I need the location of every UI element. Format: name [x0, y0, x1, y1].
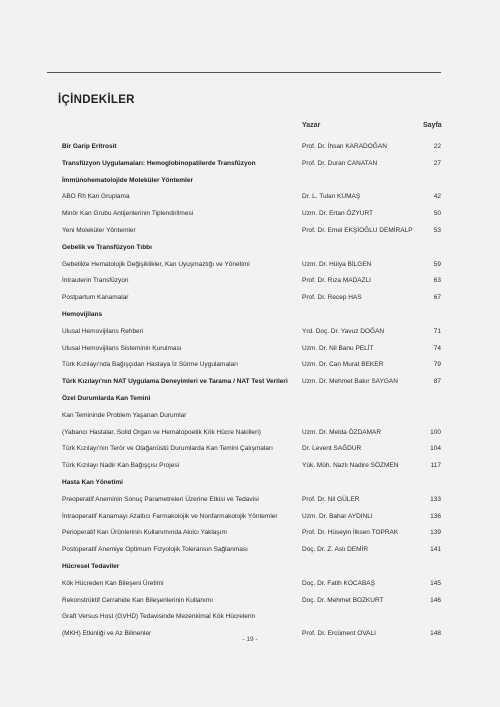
- toc-entry: [0, 527, 500, 539]
- toc-entry-title: Ulusal Hemovijilans Rehberi: [62, 328, 144, 335]
- toc-entry: [0, 410, 500, 422]
- toc-section-heading: [0, 477, 500, 489]
- toc-entry: [0, 158, 500, 170]
- toc-entry-page: 59: [433, 261, 441, 268]
- toc-entry-page: 104: [430, 445, 441, 452]
- toc-entry: [0, 326, 500, 338]
- toc-entry-page: 67: [433, 294, 441, 301]
- toc-section-heading: [0, 561, 500, 573]
- toc-entry-page: 145: [430, 580, 441, 587]
- toc-entry-title: Postpartum Kanamalar: [62, 294, 129, 301]
- toc-entry-title: Minör Kan Grubu Antijenlerinin Tiplendirilmesi: [62, 210, 194, 217]
- toc-entry-title: (Yabancı Hastalar, Solid Organ ve Hematopoetik Kök Hücre Nakilleri): [62, 429, 261, 436]
- toc-entry: [0, 376, 500, 388]
- toc-entry-author: Prof. Dr. Emel EKŞİOĞLU DEMİRALP: [302, 227, 413, 234]
- toc-entry: [0, 141, 500, 153]
- toc-entry-author: Uzm. Dr. Hülya BİLGEN: [302, 261, 372, 268]
- toc-entry-title: ABO Rh Kan Gruplama: [62, 193, 130, 200]
- toc-entry: [0, 225, 500, 237]
- toc-entry-page: 71: [433, 328, 441, 335]
- toc-entry-title: İntraoperatif Kanamayı Azaltıcı Farmakolojik ve Nonfarmakolojik Yöntemler: [62, 513, 278, 520]
- toc-entry-title: Özel Durumlarda Kan Temini: [62, 395, 151, 402]
- toc-entry-page: 74: [433, 345, 441, 352]
- toc-entry-page: 100: [430, 429, 441, 436]
- toc-entry-page: 79: [433, 361, 441, 368]
- toc-entry-title: Kan Temininde Problem Yaşanan Durumlar: [62, 412, 187, 419]
- toc-entry-title: Türk Kızılayı'nın NAT Uygulama Deneyimleri ve Tarama / NAT Test Verileri: [62, 378, 288, 385]
- toc-entry: [0, 208, 500, 220]
- toc-entry-page: 22: [433, 143, 441, 150]
- toc-entry-title: Gebelik ve Transfüzyon Tıbbı: [62, 244, 152, 251]
- toc-entry-title: Ulusal Hemovijilans Sisteminin Kurulması: [62, 345, 182, 352]
- toc-entry-page: 148: [430, 630, 441, 637]
- toc-entry-title: Türk Kızılayı'nda Bağışçıdan Hastaya İz Sürme Uygulamaları: [62, 361, 239, 368]
- toc-entry-author: Uzm. Dr. Ertan ÖZYURT: [302, 210, 374, 217]
- toc-entry-author: Yük. Müh. Nazlı Nadire SÖZMEN: [302, 462, 399, 469]
- toc-entry-title: Rekonstrüktif Cerrahide Kan Bileşenlerinin Kullanımı: [62, 597, 214, 604]
- toc-entry-author: Uzm. Dr. Nil Banu PELİT: [302, 345, 374, 352]
- toc-entry: [0, 259, 500, 271]
- toc-entry-title: Kök Hücreden Kan Bileşeni Üretimi: [62, 580, 164, 587]
- top-rule: [47, 72, 441, 73]
- toc-entry-author: Prof. Dr. Nil GÜLER: [302, 496, 360, 503]
- toc-section-heading: [0, 242, 500, 254]
- toc-entry-author: Uzm. Dr. Melda ÖZDAMAR: [302, 429, 382, 436]
- toc-entry-author: Uzm. Dr. Bahar AYDINLI: [302, 513, 373, 520]
- toc-entry-title: Hemovijilans: [62, 311, 103, 318]
- toc-entry-page: 87: [433, 378, 441, 385]
- toc-entry-page: 117: [430, 462, 441, 469]
- toc-section-heading: [0, 393, 500, 405]
- toc-entry: [0, 292, 500, 304]
- toc-entry-page: 53: [433, 227, 441, 234]
- toc-entry: [0, 511, 500, 523]
- toc-entry: [0, 460, 500, 472]
- toc-entry-title: Postoperatif Anemiye Optimum Fizyolojik Toleransın Sağlanması: [62, 546, 248, 553]
- toc-section-heading: [0, 309, 500, 321]
- toc-entry-author: Prof. Dr. İhsan KARADOĞAN: [302, 143, 387, 150]
- toc-entry-author: Dr. L. Tulan KUMAŞ: [302, 193, 361, 200]
- page-number: - 19 -: [242, 636, 258, 643]
- toc-entry: [0, 343, 500, 355]
- toc-entry-title: Türk Kızılayı Nadir Kan Bağışçısı Projesi: [62, 462, 180, 469]
- toc-entry-page: 146: [430, 597, 441, 604]
- toc-entry-title: Hücresel Tedaviler: [62, 563, 120, 570]
- page-title: İÇİNDEKİLER: [58, 94, 135, 106]
- toc-entry-title: Yeni Moleküler Yöntemler: [62, 227, 136, 234]
- toc-entry-title: Türk Kızılayı'nın Terör ve Olağanüstü Durumlarda Kan Temini Çalışmaları: [62, 445, 273, 452]
- toc-entry-author: Uzm. Dr. Can Murat BEKER: [302, 361, 384, 368]
- toc-entry-title: Bir Garip Eritrosit: [62, 143, 117, 150]
- page-column-header: Sayfa: [423, 122, 442, 129]
- toc-entry: [0, 275, 500, 287]
- toc-entry-author: Doç. Dr. Fatih KOCABAŞ: [302, 580, 375, 587]
- toc-entry-title: Preoperatif Aneminin Sonuç Parametreleri Üzerine Etkisi ve Tedavisi: [62, 496, 259, 503]
- toc-entry-author: Prof. Dr. Rıza MADAZLI: [302, 277, 371, 284]
- toc-entry-author: Yrd. Doç. Dr. Yavuz DOĞAN: [302, 328, 385, 335]
- toc-entry-page: 139: [430, 529, 441, 536]
- toc-entry: [0, 595, 500, 607]
- toc-entry-title: (MKH) Etkinliği ve Az Bilinenler: [62, 630, 152, 637]
- toc-entry-page: 50: [433, 210, 441, 217]
- toc-entry-page: 27: [433, 160, 441, 167]
- toc-entry-page: 42: [433, 193, 441, 200]
- toc-entry: [0, 611, 500, 623]
- toc-entry-title: Graft Versus Host (GVHD) Tedavisinde Mezenkimal Kök Hücrelerin: [62, 613, 256, 620]
- toc-entry-page: 141: [430, 546, 441, 553]
- toc-entry-title: Transfüzyon Uygulamaları: Hemoglobinopatilerde Transfüzyon: [62, 160, 256, 167]
- toc-entry: [0, 494, 500, 506]
- toc-entry: [0, 427, 500, 439]
- toc-entry: [0, 191, 500, 203]
- toc-entry-title: Gebelikte Hematolojik Değişiklikler, Kan Uyuşmazlığı ve Yönetimi: [62, 261, 250, 268]
- toc-entry-author: Prof. Dr. Duran CANATAN: [302, 160, 378, 167]
- toc-entry-author: Doç. Dr. Mehmet BOZKURT: [302, 597, 384, 604]
- toc-entry-author: Prof. Dr. Recep HAS: [302, 294, 362, 301]
- toc-entry-author: Prof. Dr. Hüseyin İlksen TOPRAK: [302, 529, 399, 536]
- toc-entry-title: Perioperatif Kan Ürünlerinin Kullanımında Akılcı Yaklaşım: [62, 529, 227, 536]
- toc-entry-author: Doç. Dr. Z. Aslı DEMİR: [302, 546, 369, 553]
- toc-entry-title: İntrauterin Transfüzyon: [62, 277, 129, 284]
- toc-entry-title: Hasta Kan Yönetimi: [62, 479, 123, 486]
- toc-entry-author: Dr. Levent SAĞDUR: [302, 445, 362, 452]
- toc-entry-author: Uzm. Dr. Mehmet Bakır SAYGAN: [302, 378, 398, 385]
- toc-entry: [0, 359, 500, 371]
- toc-entry-page: 63: [433, 277, 441, 284]
- toc-entry-title: İmmünohematolojide Moleküler Yöntemler: [62, 177, 193, 184]
- toc-entry-author: Prof. Dr. Ercüment OVALI: [302, 630, 376, 637]
- toc-entry-page: 133: [430, 496, 441, 503]
- toc-entry: [0, 578, 500, 590]
- toc-entry: [0, 544, 500, 556]
- toc-section-heading: [0, 175, 500, 187]
- toc-entry: [0, 443, 500, 455]
- toc-entry-page: 136: [430, 513, 441, 520]
- author-column-header: Yazar: [302, 122, 321, 129]
